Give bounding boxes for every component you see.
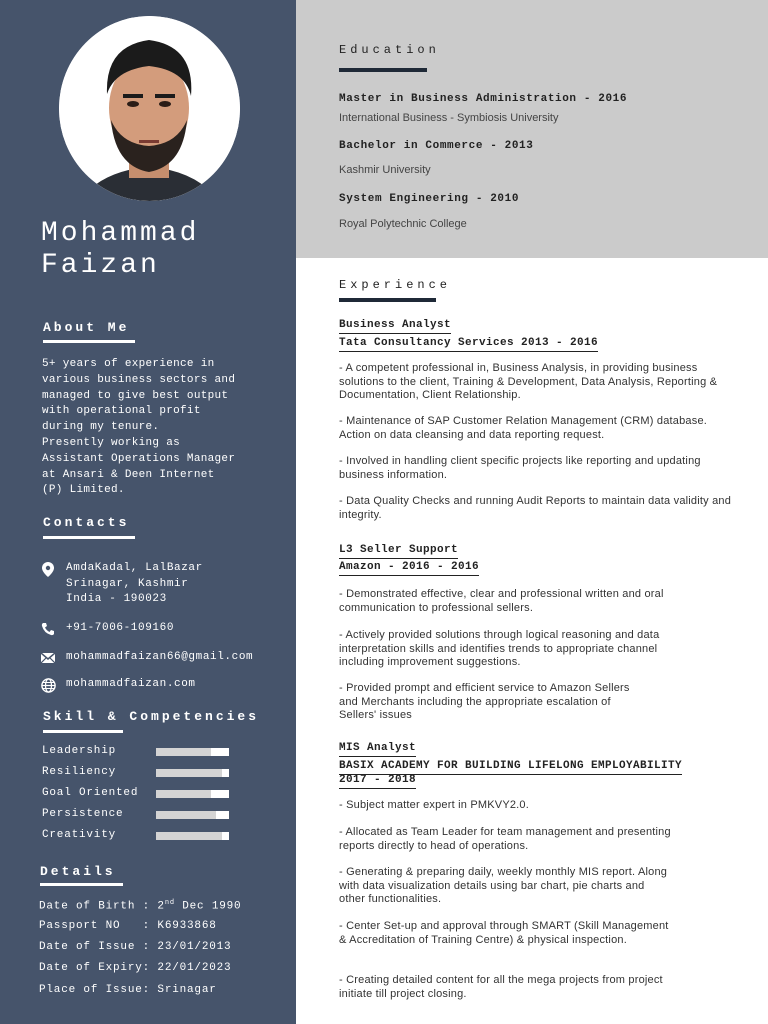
details-heading: Details [40, 864, 116, 879]
job-bullet: - Involved in handling client specific projects like reporting and updating business information. [339, 455, 701, 481]
about-heading: About Me [43, 320, 130, 335]
job-bullet: - Center Set-up and approval through SMART (Skill Management & Accreditation of Training Centre) & physical inspection. [339, 920, 669, 946]
detail-value: 22/01/2023 [157, 962, 232, 974]
detail-passport [39, 920, 217, 932]
contact-phone [40, 621, 174, 637]
envelope-icon [40, 650, 56, 666]
job-company: Tata Consultancy Services 2013 - 2016 [339, 337, 598, 352]
detail-value: 2 [157, 900, 165, 913]
skill-bar [156, 832, 229, 840]
experience-underline [339, 298, 436, 302]
detail-value: K6933868 [157, 920, 217, 932]
skills-underline [43, 730, 123, 733]
sidebar [0, 0, 296, 1024]
contact-address-text: AmdaKadal, LalBazar Srinagar, Kashmir India - 190023 [66, 562, 203, 605]
job-bullet: - Allocated as Team Leader for team management and presenting reports directly to head of operations. [339, 826, 671, 852]
job-title: MIS Analyst [339, 742, 416, 757]
contact-email-text[interactable]: mohammadfaizan66@gmail.com [66, 651, 254, 663]
education-school: Kashmir University [339, 164, 431, 176]
detail-label: Date of Birth : [39, 900, 158, 913]
contacts-underline [43, 536, 135, 539]
profile-name [41, 218, 199, 282]
job-title: L3 Seller Support [339, 544, 458, 559]
education-school: Royal Polytechnic College [339, 218, 467, 230]
skill-fill [156, 748, 211, 756]
profile-photo [59, 16, 240, 201]
job-company: Amazon - 2016 - 2016 [339, 561, 479, 576]
job-bullet: - Data Quality Checks and running Audit Reports to maintain data validity and integrity. [339, 495, 732, 521]
skill-label: Resiliency [42, 766, 117, 778]
job-title: Business Analyst [339, 319, 451, 334]
contact-phone-text[interactable]: +91-7006-109160 [66, 622, 175, 634]
job-bullet: - Demonstrated effective, clear and professional written and oral communication to professional sellers. [339, 588, 664, 614]
skill-row [42, 745, 242, 761]
experience-heading: Experience [339, 278, 452, 292]
skill-bar [156, 790, 229, 798]
job-bullet: - Maintenance of SAP Customer Relation Management (CRM) database. Action on data cleansing and data reporting request. [339, 415, 708, 441]
detail-sup: nd [164, 899, 175, 907]
skill-row [42, 829, 242, 845]
job-bullet: - Actively provided solutions through logical reasoning and data interpretation skills and identifies trends to appropriate channel including improvement suggestions. [339, 629, 660, 669]
contact-website [40, 677, 196, 693]
name-first: Mohammad [41, 218, 200, 249]
job-bullet: - Subject matter expert in PMKVY2.0. [339, 799, 529, 811]
details-underline [40, 883, 123, 886]
skill-row [42, 787, 242, 803]
detail-label: Passport NO : [39, 920, 158, 932]
job-company: BASIX ACADEMY FOR BUILDING LIFELONG EMPLOYABILITY [339, 760, 682, 775]
contact-address [40, 561, 203, 608]
job-bullet: - Provided prompt and efficient service to Amazon Sellers and Merchants including the appropriate escalation of Sellers' issues [339, 682, 630, 722]
location-pin-icon [40, 561, 56, 577]
detail-label: Date of Expiry: [39, 962, 158, 974]
phone-icon [40, 621, 56, 637]
education-degree: Bachelor in Commerce - 2013 [339, 140, 534, 152]
skill-label: Creativity [42, 829, 117, 841]
skill-label: Leadership [42, 745, 117, 757]
detail-expiry-date [39, 962, 231, 974]
skills-heading: Skill & Competencies [43, 709, 260, 724]
name-last: Faizan [41, 250, 160, 281]
detail-value: Srinagar [157, 984, 217, 996]
job-bullet: - A competent professional in, Business Analysis, in providing business solutions to the client, Training & Development, Data Analysis, Reporting & Documentation, Client Relationship. [339, 362, 718, 402]
skill-bar [156, 811, 229, 819]
skill-bar [156, 769, 229, 777]
education-underline [339, 68, 427, 72]
skill-row [42, 766, 242, 782]
job-bullet: - Creating detailed content for all the mega projects from project initiate till project closing. [339, 974, 663, 1000]
education-degree: Master in Business Administration - 2016 [339, 93, 628, 105]
detail-dob [39, 899, 241, 913]
education-school: International Business - Symbiosis University [339, 112, 559, 124]
detail-suffix: Dec 1990 [174, 900, 242, 913]
skill-fill [156, 811, 216, 819]
globe-icon [40, 677, 56, 693]
detail-value: 23/01/2013 [157, 941, 232, 953]
job-company-years: 2017 - 2018 [339, 774, 416, 789]
job-bullet: - Generating & preparing daily, weekly monthly MIS report. Along with data visualization details using bar chart, pie charts and other functionalities. [339, 866, 668, 906]
skill-fill [156, 790, 211, 798]
skill-fill [156, 769, 222, 777]
detail-label: Date of Issue : [39, 941, 158, 953]
contacts-heading: Contacts [43, 515, 130, 530]
detail-label: Place of Issue: [39, 984, 158, 996]
about-text: 5+ years of experience in various business sectors and managed to give best output with operational profit during my tenure. Presently working as Assistant Operations Manager at Ansari & Deen Internet (P) Limited. [42, 358, 236, 497]
skill-row [42, 808, 242, 824]
education-degree: System Engineering - 2010 [339, 193, 520, 205]
skill-label: Goal Oriented [42, 787, 139, 799]
skill-fill [156, 832, 222, 840]
education-heading: Education [339, 43, 440, 57]
contact-email [40, 650, 253, 666]
detail-issue-date [39, 941, 231, 953]
contact-website-text[interactable]: mohammadfaizan.com [66, 678, 196, 690]
skill-label: Persistence [42, 808, 124, 820]
about-underline [43, 340, 135, 343]
detail-issue-place [39, 984, 217, 996]
skill-bar [156, 748, 229, 756]
